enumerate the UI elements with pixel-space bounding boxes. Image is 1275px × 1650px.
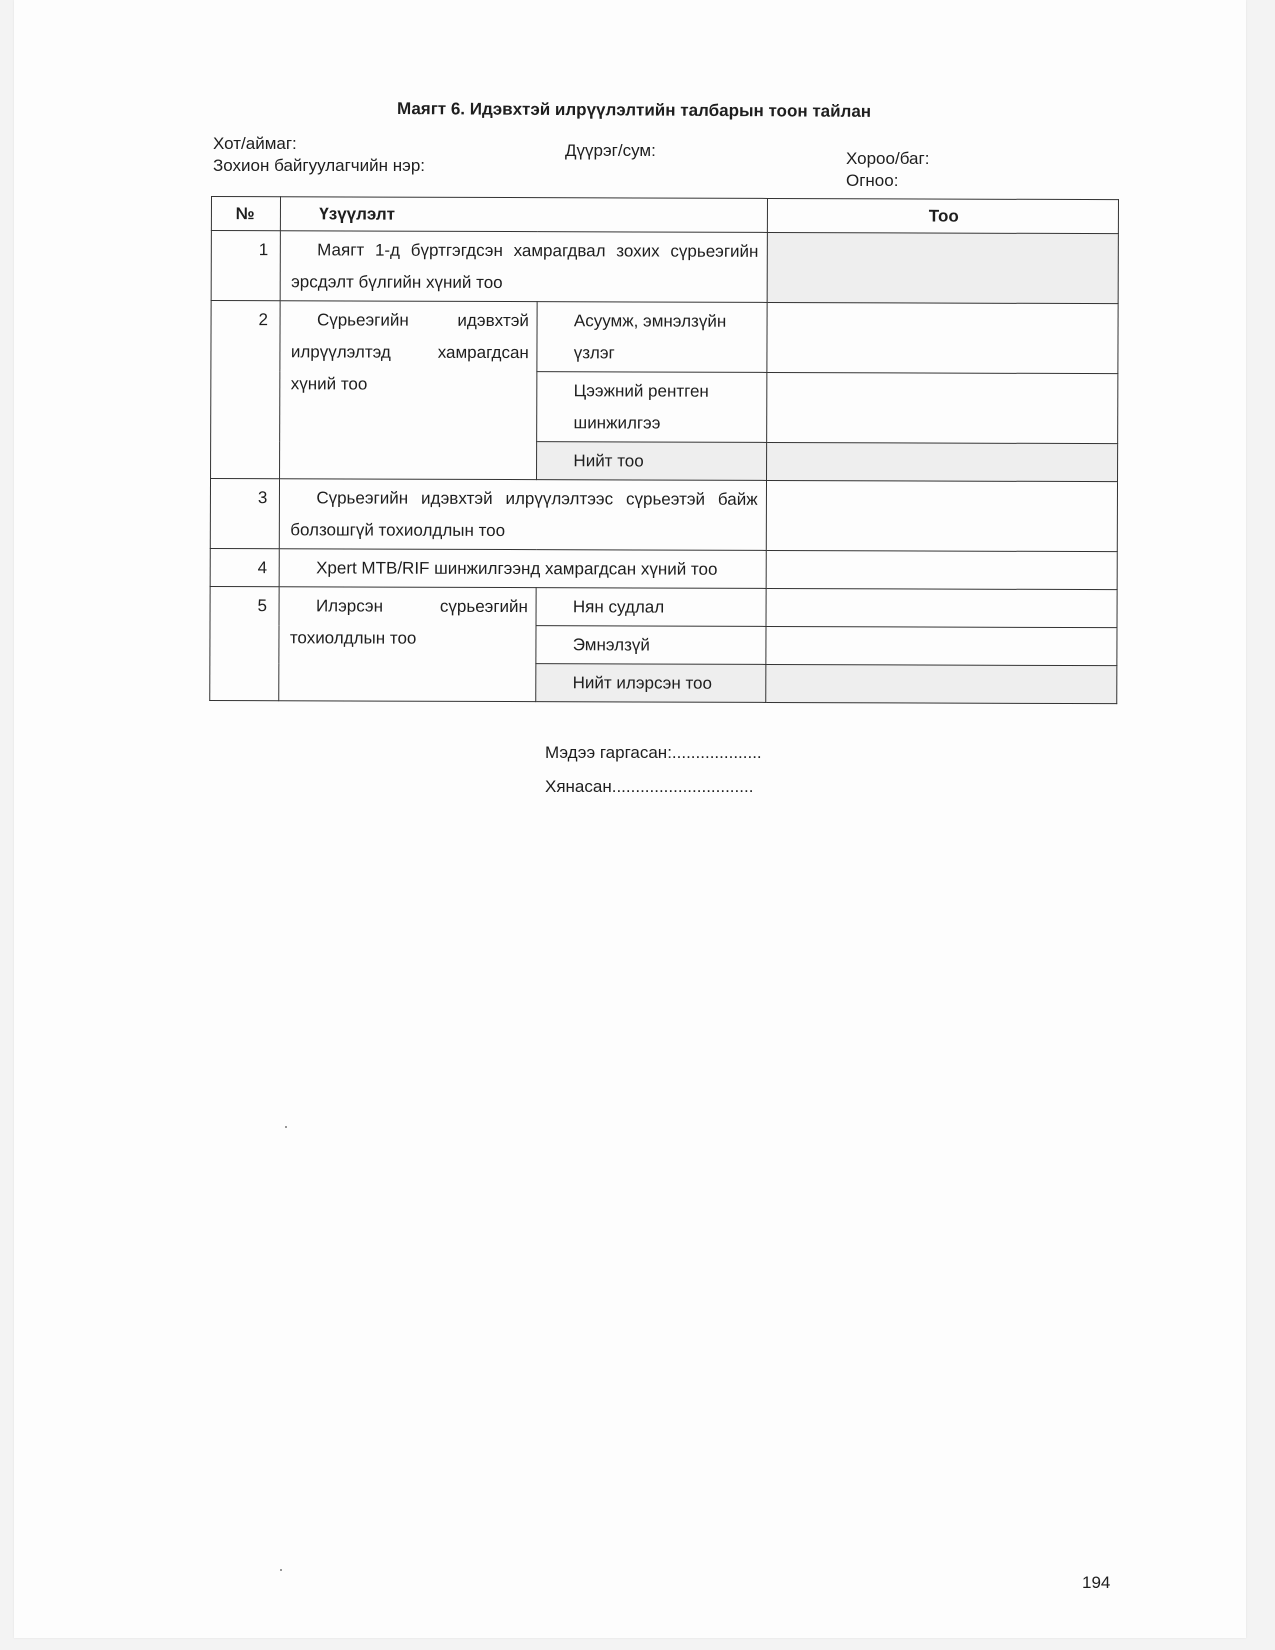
city-aimag-label: Хот/аймаг: xyxy=(213,134,297,153)
count-cell[interactable] xyxy=(767,302,1119,373)
district-sum-label: Дүүрэг/сум: xyxy=(565,141,656,160)
row-indicator: Маягт 1-д бүртгэгдсэн хамрагдвал зохих сүрьеэгийн эрсдэлт бүлгийн хүний тоо xyxy=(281,231,768,303)
scan-speck xyxy=(280,1569,282,1571)
row-number: 3 xyxy=(210,479,280,549)
row-number: 5 xyxy=(210,586,280,700)
sub-indicator xyxy=(537,372,767,443)
table-row xyxy=(210,586,1117,627)
header-count: Тоо xyxy=(767,198,1118,233)
meta-right xyxy=(846,148,929,192)
count-cell[interactable] xyxy=(766,588,1117,627)
row-number: 4 xyxy=(210,548,280,586)
count-cell[interactable] xyxy=(767,232,1119,303)
date-label: Огноо: xyxy=(846,171,899,190)
report-table xyxy=(209,196,1119,704)
sub-indicator: Эмнэлзүй xyxy=(536,626,765,665)
table-header-row xyxy=(211,197,1118,234)
row-indicator: Сүрьеэгийн идэвхтэй илрүүлэлтээс сүрьеэтэй байж болзошгүй тохиолдлын тоо xyxy=(280,479,767,551)
header-indicator: Үзүүлэлт xyxy=(281,197,767,233)
sub-indicator: Нийт тоо xyxy=(537,442,766,481)
row-indicator: Илэрсэн сүрьеэгийн тохиолдлын тоо xyxy=(279,587,536,702)
document-title: Маягт 6. Идэвхтэй илрүүлэлтийн талбарын тоон тайлан xyxy=(396,99,872,121)
count-cell[interactable] xyxy=(765,664,1116,703)
scan-speck xyxy=(285,1126,287,1128)
count-cell[interactable] xyxy=(766,442,1117,481)
reported-by-line: Мэдээ гаргасан:................... xyxy=(545,743,762,762)
table-row xyxy=(211,301,1118,374)
page-number: 194 xyxy=(1082,1573,1111,1592)
table-row xyxy=(210,479,1117,552)
khoroo-bag-label: Хороо/баг: xyxy=(846,149,930,168)
meta-left xyxy=(213,133,425,177)
checked-by-line: Хянасан.............................. xyxy=(545,777,754,796)
count-cell[interactable] xyxy=(766,550,1117,589)
sub-indicator: Нийт илэрсэн тоо xyxy=(536,664,765,703)
sub-indicator-text: Асуумж, эмнэлзүйн үзлэг xyxy=(573,311,727,363)
sub-indicator xyxy=(537,302,767,373)
count-cell[interactable] xyxy=(766,480,1118,551)
row-number: 2 xyxy=(211,301,281,479)
table-row xyxy=(210,548,1117,589)
count-cell[interactable] xyxy=(766,626,1117,665)
sub-indicator-text: Цээжний рентген шинжилгээ xyxy=(573,381,709,433)
row-indicator: Xpert MTB/RIF шинжилгээнд хамрагдсан хүний тоо xyxy=(280,549,766,589)
row-number: 1 xyxy=(211,231,281,301)
table-row xyxy=(211,231,1118,304)
sub-indicator: Нян судлал xyxy=(536,588,765,627)
organizer-name-label: Зохион байгуулагчийн нэр: xyxy=(213,156,425,175)
row-indicator: Сүрьеэгийн идэвхтэй илрүүлэлтэд хамрагдсан хүний тоо xyxy=(280,301,538,480)
header-number: № xyxy=(211,197,281,231)
count-cell[interactable] xyxy=(766,372,1118,443)
